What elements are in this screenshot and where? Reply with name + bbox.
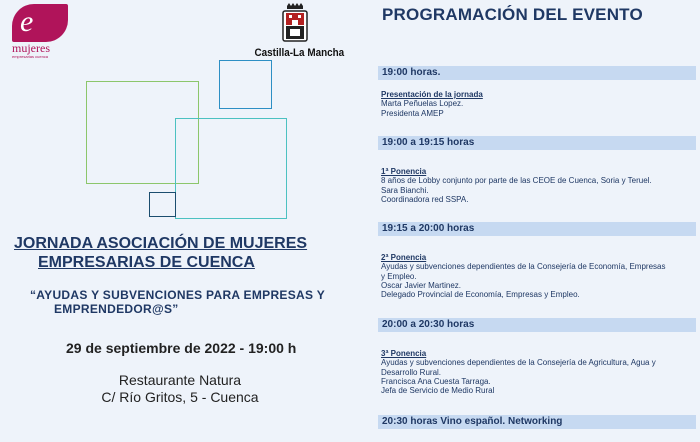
event-date: 29 de septiembre de 2022 - 19:00 h [66,340,297,356]
logo-word: mujeres [12,41,50,55]
decor-square-blue [219,60,272,109]
decor-square-dark [149,192,176,217]
event-venue: Restaurante Natura C/ Río Gritos, 5 - Cuenca [101,372,259,405]
castilla-la-mancha-logo [250,2,345,59]
decor-square-teal [175,118,287,219]
region-name: Castilla-La Mancha [254,47,345,59]
time-bar: 20:00 a 20:30 horas [378,318,696,332]
time-bar: 19:00 horas. [378,66,696,80]
mujeres-empresarias-logo [8,4,68,59]
agenda-item: 1ª Ponencia 8 años de Lobby conjunto por parte de las CEOE de Cuenca, Soria y Teruel. Sara Bianchi. Coordinadora red SSPA. [381,167,652,204]
agenda-item: 2ª Ponencia Ayudas y subvenciones dependientes de la Consejería de Economía, Empresas y Empleo. Oscar Javier Martinez. Delegado Provincial de Economía, Empresas y Empleo. [381,253,666,300]
program-title: PROGRAMACIÓN DEL EVENTO [382,5,643,24]
event-subtitle: “AYUDAS Y SUBVENCIONES PARA EMPRESAS Y EMPRENDEDOR@S” [30,288,326,316]
time-bar: 19:00 a 19:15 horas [378,136,696,150]
time-bar: 20:30 horas Vino español. Networking [378,415,696,429]
time-bar: 19:15 a 20:00 horas [378,222,696,236]
agenda-item: 3ª Ponencia Ayudas y subvenciones dependientes de la Consejería de Agricultura, Agua y Desarrollo Rural. Francisca Ana Cuesta Tarraga. Jefa de Servicio de Medio Rural [381,349,656,396]
agenda-item: Presentación de la jornada Marta Peñuelas Lopez. Presidenta AMEP [381,90,483,118]
program-panel [374,0,700,442]
logo-subtitle: empresarias cuenca [12,54,49,59]
event-title: JORNADA ASOCIACIÓN DE MUJERES EMPRESARIAS DE CUENCA [14,235,308,271]
castle-crest-icon [279,2,311,44]
logo-mark: e [12,4,68,42]
